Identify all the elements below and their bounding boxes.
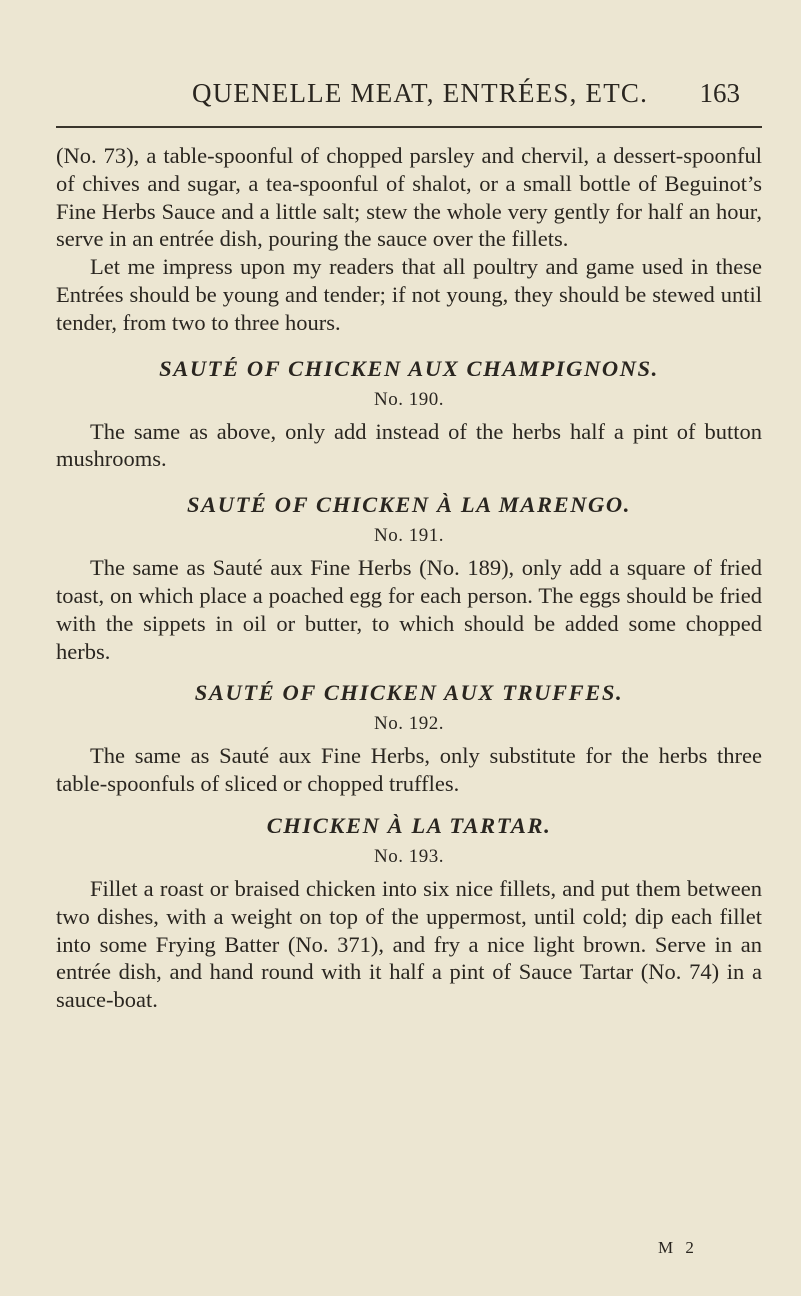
recipe-number: No. 190. bbox=[374, 388, 444, 410]
recipe-191 bbox=[56, 491, 762, 665]
paragraph-note: Let me impress upon my readers that all poultry and game used in these Entrées should be young and tender; if not young, they should be stewed until tender, from two to three hours. bbox=[56, 254, 762, 335]
body-text bbox=[56, 142, 762, 1014]
paragraph-continued: (No. 73), a table-spoonful of chopped parsley and chervil, a dessert-spoonful of chives and sugar, a tea-spoonful of shalot, or a small bottle of Beguinot’s Fine Herbs Sauce and a little salt; stew the whole very gently for half an hour, serve in an entrée dish, pouring the sauce over the fillets. bbox=[56, 143, 762, 252]
signature-mark: M 2 bbox=[658, 1238, 698, 1257]
recipe-190 bbox=[56, 355, 762, 474]
recipe-193 bbox=[56, 812, 762, 1014]
recipe-title: SAUTÉ OF CHICKEN À LA MARENGO. bbox=[187, 492, 631, 518]
recipe-number: No. 191. bbox=[374, 525, 444, 547]
recipe-text: The same as above, only add instead of the herbs half a pint of button mushrooms. bbox=[56, 418, 762, 472]
header-rule bbox=[56, 126, 762, 128]
running-head bbox=[192, 78, 752, 118]
recipe-title: SAUTÉ OF CHICKEN AUX TRUFFES. bbox=[194, 680, 624, 706]
page-number: 163 bbox=[699, 78, 740, 108]
recipe-text: Fillet a roast or braised chicken into six nice fillets, and put them between two dishes, with a weight on top of the uppermost, until cold; dip each fillet into some Frying Batter (No. 371), and fry a nice light brown. Serve in an entrée dish, and hand round with it half a pint of Sauce Tartar (No. 74) in a sauce-boat. bbox=[56, 875, 762, 1013]
recipe-192 bbox=[56, 679, 762, 798]
recipe-text: The same as Sauté aux Fine Herbs (No. 189), only add a square of fried toast, on which place a poached egg for each person. The eggs should be fried with the sippets in oil or butter, to which should be added some chopped herbs. bbox=[56, 555, 762, 664]
recipe-text: The same as Sauté aux Fine Herbs, only substitute for the herbs three table-spoonfuls of sliced or chopped truffles. bbox=[56, 743, 762, 797]
recipe-number: No. 193. bbox=[374, 845, 444, 867]
recipe-title: CHICKEN À LA TARTAR. bbox=[266, 812, 552, 838]
recipe-title: SAUTÉ OF CHICKEN AUX CHAMPIGNONS. bbox=[159, 355, 659, 381]
running-title: QUENELLE MEAT, ENTRÉES, ETC. bbox=[192, 78, 649, 108]
recipe-number: No. 192. bbox=[374, 713, 444, 735]
